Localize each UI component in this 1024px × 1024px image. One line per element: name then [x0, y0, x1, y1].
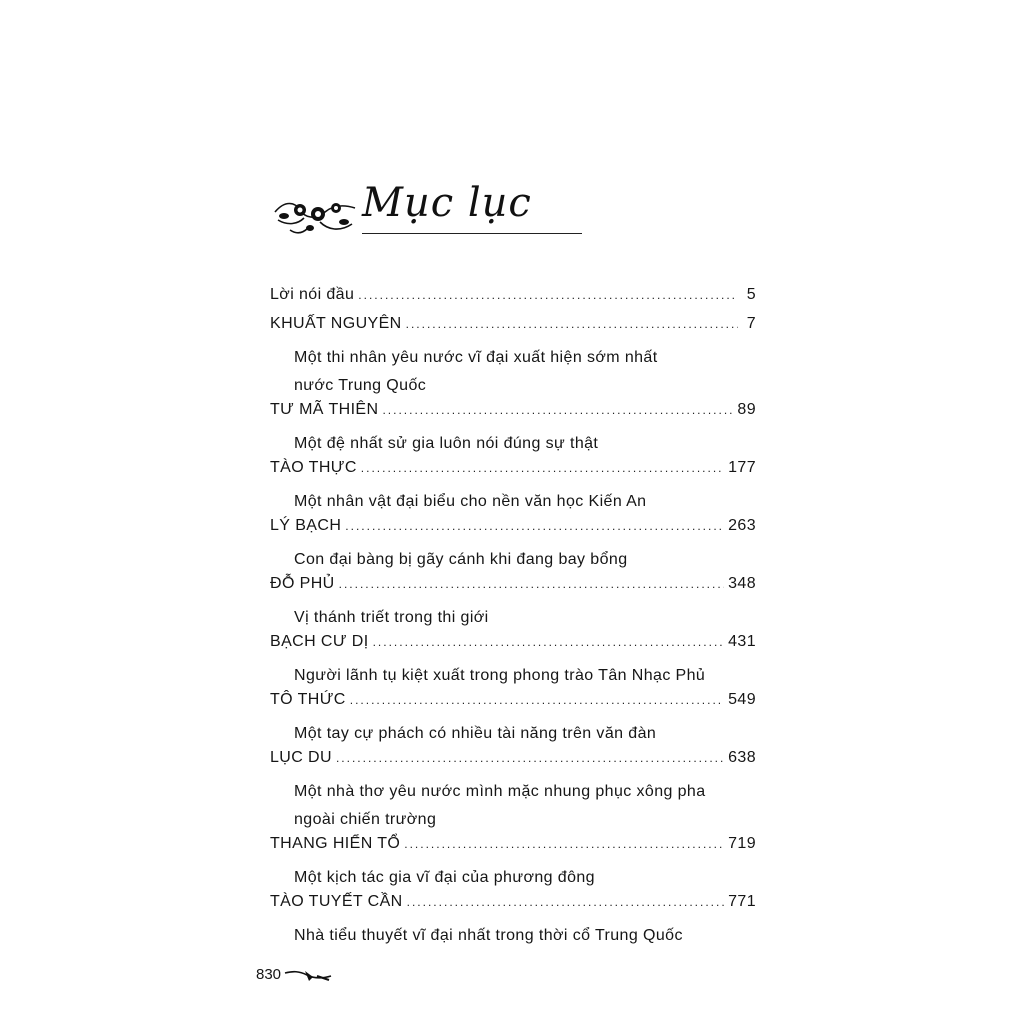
toc-entry-subtitle — [270, 546, 756, 574]
subtitle-line: Vị thánh triết trong thi giới — [294, 609, 489, 626]
dot-leader — [345, 519, 724, 533]
toc-entry-page: 263 — [728, 517, 756, 534]
toc-entry — [270, 835, 756, 864]
dot-leader — [339, 577, 724, 591]
toc-entry-page: 771 — [728, 893, 756, 910]
table-of-contents — [270, 286, 756, 951]
toc-entry-title: LỤC DU — [270, 749, 332, 766]
dot-leader — [382, 403, 733, 417]
toc-entry-page: 549 — [728, 691, 756, 708]
title-underline — [362, 233, 582, 234]
dot-leader — [373, 635, 725, 649]
toc-entry-page: 431 — [728, 633, 756, 650]
footer-ornament-icon — [283, 967, 335, 983]
page-title: Mục lục — [362, 180, 532, 226]
subtitle-line: nước Trung Quốc — [294, 377, 427, 394]
toc-entry-title: TÀO TUYẾT CẦN — [270, 893, 403, 910]
subtitle-line: Một tay cự phách có nhiều tài năng trên văn đàn — [294, 725, 657, 742]
toc-entry-title: ĐỖ PHỦ — [270, 575, 335, 592]
dot-leader — [361, 461, 724, 475]
dot-leader — [358, 288, 738, 302]
subtitle-line: Người lãnh tụ kiệt xuất trong phong trào Tân Nhạc Phủ — [294, 667, 706, 684]
toc-entry — [270, 691, 756, 720]
toc-entry-subtitle — [270, 720, 756, 748]
subtitle-line: Một nhà thơ yêu nước mình mặc nhung phục xông pha — [294, 783, 706, 800]
toc-entry-subtitle — [270, 488, 756, 516]
toc-entry-title: THANG HIỂN TỔ — [270, 835, 401, 852]
toc-header — [270, 180, 590, 250]
toc-entry-title: TÔ THỨC — [270, 691, 346, 708]
subtitle-line: Một đệ nhất sử gia luôn nói đúng sự thật — [294, 435, 599, 452]
toc-entry — [270, 315, 756, 344]
toc-entry — [270, 517, 756, 546]
floral-ornament-icon — [270, 190, 360, 240]
toc-entry-title: TƯ MÃ THIÊN — [270, 401, 379, 418]
dot-leader — [336, 751, 724, 765]
toc-entry — [270, 633, 756, 662]
dot-leader — [406, 317, 738, 331]
subtitle-line: Một thi nhân yêu nước vĩ đại xuất hiện sớm nhất — [294, 349, 658, 366]
toc-entry-page: 7 — [746, 315, 756, 332]
toc-entry-subtitle — [270, 604, 756, 632]
dot-leader — [350, 693, 724, 707]
toc-entry-title: Lời nói đầu — [270, 286, 355, 303]
toc-entry — [270, 286, 756, 315]
toc-entry-subtitle — [270, 778, 756, 834]
subtitle-line: ngoài chiến trường — [294, 811, 437, 828]
toc-entry-subtitle — [270, 864, 756, 892]
toc-entry-page: 348 — [728, 575, 756, 592]
toc-entry-title: BẠCH CƯ DỊ — [270, 633, 369, 650]
toc-entry-page: 5 — [746, 286, 756, 303]
toc-entry — [270, 459, 756, 488]
toc-entry-title: KHUẤT NGUYÊN — [270, 315, 402, 332]
subtitle-line: Con đại bàng bị gãy cánh khi đang bay bổng — [294, 551, 628, 568]
page-footer — [256, 966, 335, 983]
toc-entry-subtitle — [270, 662, 756, 690]
toc-entry-subtitle — [270, 344, 756, 400]
toc-entry-title: LÝ BẠCH — [270, 517, 342, 534]
toc-entry — [270, 893, 756, 922]
toc-entry-page: 177 — [728, 459, 756, 476]
toc-entry-subtitle — [270, 430, 756, 458]
toc-entry-title: TÀO THỰC — [270, 459, 357, 476]
toc-entry-page: 89 — [737, 401, 756, 418]
toc-entry — [270, 575, 756, 604]
toc-entry-page: 638 — [728, 749, 756, 766]
dot-leader — [407, 895, 724, 909]
page-number: 830 — [256, 966, 282, 983]
toc-entry-subtitle — [270, 922, 756, 950]
subtitle-line: Nhà tiểu thuyết vĩ đại nhất trong thời cổ Trung Quốc — [294, 927, 683, 944]
dot-leader — [404, 837, 724, 851]
toc-entry — [270, 749, 756, 778]
subtitle-line: Một kịch tác gia vĩ đại của phương đông — [294, 869, 595, 886]
toc-entry-page: 719 — [728, 835, 756, 852]
toc-entry — [270, 401, 756, 430]
subtitle-line: Một nhân vật đại biểu cho nền văn học Kiến An — [294, 493, 647, 510]
